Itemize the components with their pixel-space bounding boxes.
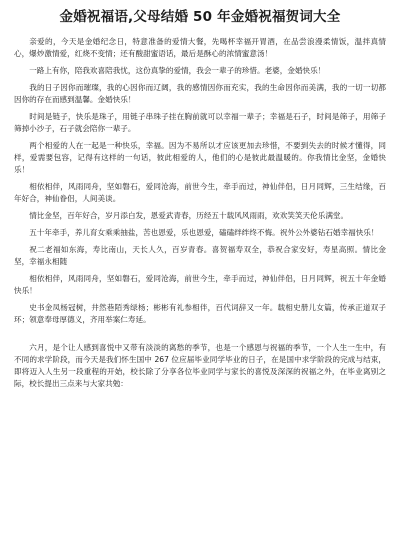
paragraph: 五十年牵手，养儿育女乘乘抽盐，苦也恩爱，乐也恩爱，磕磕绊绊终不悔。祝外公外婆钻石婚幸福快乐！ xyxy=(29,228,379,237)
paragraph: 时间是链子，快乐是珠子，用链子串珠子挂在胸前就可以幸福一辈子；幸福是石子，时间是筛子，用筛子筛掉小沙子，石子就会陪你一辈子。 xyxy=(14,112,386,133)
document-title: 金婚祝福语,父母结婚 50 年金婚祝福贺词大全 xyxy=(59,9,341,25)
paragraph: 相依相伴，风雨同舟，坚如磐石，爱同沧海，前世今生，牵手而过，神仙伴侣，日月同辉，祝五十年金婚快乐！ xyxy=(14,274,386,295)
paragraph: 一路上有你，陪我欢喜陪我忧，这份真挚的爱情，我会一辈子的珍惜。老婆，金婚快乐！ xyxy=(29,66,326,75)
paragraph: 祝二老福如东海，寿比南山，天长人久，百岁青春。喜贺福寿双全，恭祝合家安好，寿星高照。情比金坚，幸福永相随 xyxy=(14,245,386,266)
paragraph: 两个相爱的人在一起是一种快乐，幸福。因为不易所以才应该更加去珍惜，不要到失去的时候才懂得，同样，爱需要包容，记得有这样的一句话，彼此相爱的人，他们的心是彼此最温暖的。你我情比金坚，金婚快乐！ xyxy=(14,141,386,174)
paragraph: 情比金坚，百年好合，岁月添白发，恩爱武青春，历经五十载风风雨雨，欢欢笑笑天伦乐满堂。 xyxy=(29,211,349,220)
paragraph: 亲爱的，今天是金婚纪念日，特意准备的爱情大餐，先喝杯幸福开胃酒，在品尝浪漫柔情饭，温拌真情心，爆炒激情爱，红烧不变情；还有酸甜蜜语话，最后是酥心的浓情蜜意汤！ xyxy=(14,37,386,58)
paragraph: 史书金凤杨冠树，井然巷陌秀绿杨；彬彬有礼参相伴，百代词辞又一年。载相史册儿女篇，传承正道双子环；领意奉母厚德义，齐用举案仁寿延。 xyxy=(14,303,386,324)
paragraph: 六月，是个让人感到喜悦中又带有淡淡的离愁的季节，也是一个感恩与祝福的季节，一个人生一生中，有不同的求学阶段，而今天是我们怀生国中 267 位应届毕业同学毕业的日子，在是国中求学阶段的完成与结束，即将迈入人生另一段重程的开始，校长除了分享各位毕业同学与家长的喜悦及深深的祝福之外，在毕业离别之际，校长提出三点来与大家共勉： xyxy=(14,343,386,388)
paragraph: 我的日子因你而璀璨，我的心因你而辽阔，我的感情因你而充实，我的生命因你而美满，我的一切一切都因你的存在而感到温馨。金婚快乐！ xyxy=(14,83,386,104)
paragraph: 相依相伴，风雨同舟，坚如磐石，爱同沧海，前世今生，牵手而过，神仙伴侣，日月同辉，三生结缘，百年好合，神仙眷侣，人间美谈。 xyxy=(14,182,386,203)
